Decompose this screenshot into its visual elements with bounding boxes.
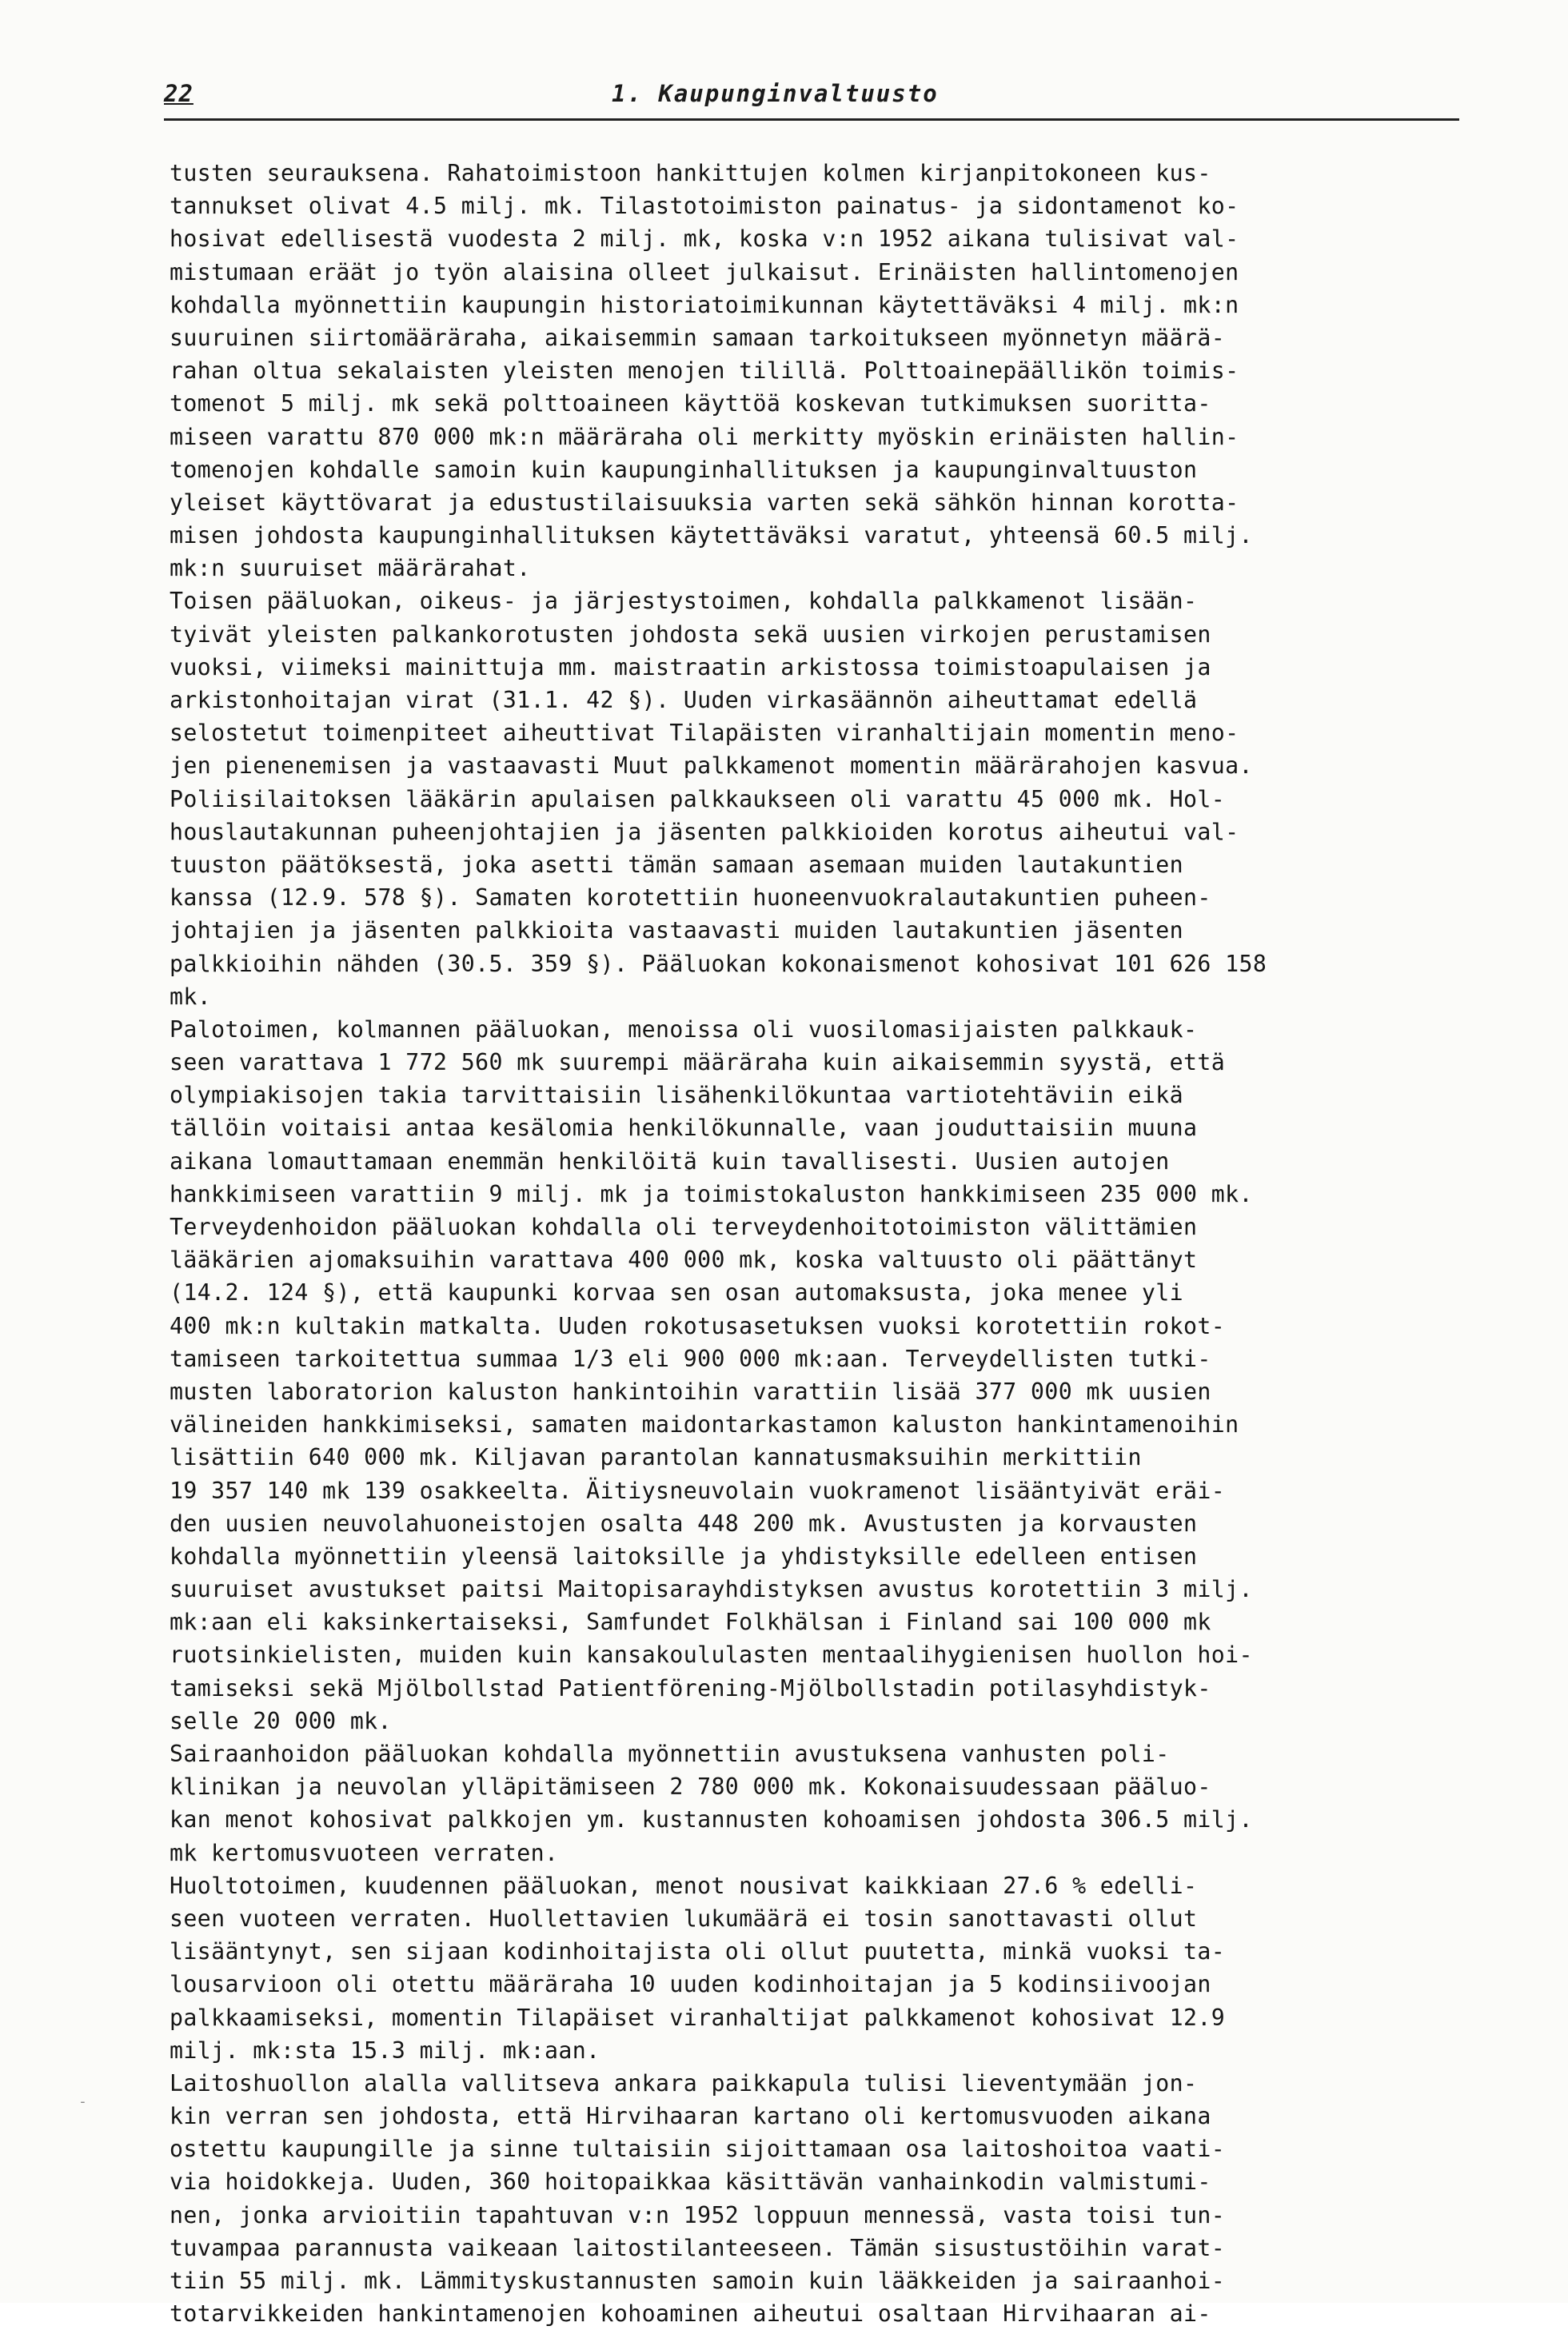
text-line: yleiset käyttövarat ja edustustilaisuuksia varten sekä sähkön hinnan korotta- (170, 489, 1239, 516)
text-line: Palotoimen, kolmannen pääluokan, menoissa oli vuosilomasijaisten palkkauk- (170, 1015, 1198, 1043)
text-line: miseen varattu 870 000 mk:n määräraha oli merkitty myöskin erinäisten hallin- (170, 423, 1239, 450)
text-line: jen pienenemisen ja vastaavasti Muut palkkamenot momentin määrärahojen kasvua. (170, 752, 1253, 780)
text-line: Toisen pääluokan, oikeus- ja järjestystoimen, kohdalla palkkamenot lisään- (170, 588, 1198, 615)
text-line: johtajien ja jäsenten palkkioita vastaavasti muiden lautakuntien jäsenten (170, 917, 1184, 944)
text-line: palkkioihin nähden (30.5. 359 §). Pääluokan kokonaismenot kohosivat 101 626 158 (170, 950, 1267, 977)
text-line: milj. mk:sta 15.3 milj. mk:aan. (170, 2037, 600, 2064)
text-line: lousarvioon oli otettu määräraha 10 uuden kodinhoitajan ja 5 kodinsiivoojan (170, 1971, 1211, 1998)
text-line: totarvikkeiden hankintamenojen kohoaminen aiheutui osaltaan Hirvihaaran ai- (170, 2300, 1211, 2328)
text-line: aikana lomauttamaan enemmän henkilöitä kuin tavallisesti. Uusien autojen (170, 1147, 1170, 1175)
section-title: 1. Kaupunginvaltuusto (612, 80, 939, 107)
text-line: 19 357 140 mk 139 osakkeelta. Äitiysneuvolain vuokramenot lisääntyivät eräi- (170, 1477, 1226, 1504)
text-line: suuruiset avustukset paitsi Maitopisarayhdistyksen avustus korotettiin 3 milj. (170, 1576, 1253, 1603)
text-line: tiin 55 milj. mk. Lämmityskustannusten samoin kuin lääkkeiden ja sairaanhoi- (170, 2268, 1226, 2294)
text-line: tannukset olivat 4.5 milj. mk. Tilastotoimiston painatus- ja sidontamenot ko- (170, 193, 1239, 220)
text-line: välineiden hankkimiseksi, samaten maidontarkastamon kaluston hankintamenoihin (170, 1411, 1239, 1438)
text-line: hankkimiseen varattiin 9 milj. mk ja toimistokaluston hankkimiseen 235 000 mk. (170, 1180, 1253, 1207)
text-line: houslautakunnan puheenjohtajien ja jäsenten palkkioiden korotus aiheutui val- (170, 818, 1239, 845)
text-line: lääkärien ajomaksuihin varattava 400 000 mk, koska valtuusto oli päättänyt (170, 1247, 1198, 1274)
text-line: kin verran sen johdosta, että Hirvihaaran kartano oli kertomusvuoden aikana (170, 2103, 1211, 2130)
text-line: tusten seurauksena. Rahatoimistoon hankittujen kolmen kirjanpitokoneen kus- (170, 160, 1211, 186)
text-line: ostettu kaupungille ja sinne tultaisiin sijoittamaan osa laitoshoitoa vaati- (170, 2136, 1226, 2163)
text-line: Sairaanhoidon pääluokan kohdalla myönnettiin avustuksena vanhusten poli- (170, 1741, 1170, 1767)
text-line: Terveydenhoidon pääluokan kohdalla oli terveydenhoitotoimiston välittämien (170, 1214, 1198, 1240)
text-line: mk. (170, 983, 212, 1010)
text-line: nen, jonka arvioitiin tapahtuvan v:n 1952 loppuun mennessä, vasta toisi tun- (170, 2201, 1226, 2228)
text-line: tomenojen kohdalle samoin kuin kaupunginhallituksen ja kaupunginvaltuuston (170, 456, 1198, 483)
text-line: selle 20 000 mk. (170, 1707, 392, 1734)
page-number: 22 (164, 80, 194, 107)
text-line: misen johdosta kaupunginhallituksen käytettäväksi varatut, yhteensä 60.5 milj. (170, 522, 1253, 549)
text-line: Poliisilaitoksen lääkärin apulaisen palkkaukseen oli varattu 45 000 mk. Hol- (170, 785, 1226, 812)
text-line: ruotsinkielisten, muiden kuin kansakoululasten mentaalihygienisen huollon hoi- (170, 1642, 1253, 1669)
running-header (164, 77, 1459, 121)
text-line: musten laboratorion kaluston hankintoihin varattiin lisää 377 000 mk uusien (170, 1378, 1211, 1405)
text-line: tamiseksi sekä Mjölbollstad Patientförening-Mjölbollstadin potilasyhdistyk- (170, 1674, 1211, 1702)
text-line: tyivät yleisten palkankorotusten johdosta sekä uusien virkojen perustamisen (170, 620, 1211, 648)
text-line: vuoksi, viimeksi mainittuja mm. maistraatin arkistossa toimistoapulaisen ja (170, 653, 1211, 680)
text-line: arkistonhoitajan virat (31.1. 42 §). Uuden virkasäännön aiheuttamat edellä (170, 687, 1198, 713)
text-line: kohdalla myönnettiin yleensä laitoksille ja yhdistyksille edelleen entisen (170, 1542, 1198, 1570)
text-line: (14.2. 124 §), että kaupunki korvaa sen osan automaksusta, joka menee yli (170, 1279, 1184, 1307)
text-line: olympiakisojen takia tarvittaisiin lisähenkilökuntaa vartiotehtäviin eikä (170, 1082, 1184, 1109)
text-line: tomenot 5 milj. mk sekä polttoaineen käyttöä koskevan tutkimuksen suoritta- (170, 390, 1211, 417)
text-line: tuvampaa parannusta vaikeaan laitostilanteeseen. Tämän sisustustöihin varat- (170, 2234, 1226, 2261)
text-line: kanssa (12.9. 578 §). Samaten korotettiin huoneenvuokralautakuntien puheen- (170, 884, 1211, 912)
text-line: rahan oltua sekalaisten yleisten menojen tilillä. Polttoainepäällikön toimis- (170, 357, 1239, 385)
text-line: mistumaan eräät jo työn alaisina olleet julkaisut. Erinäisten hallintomenojen (170, 258, 1239, 285)
text-line: lisättiin 640 000 mk. Kiljavan parantolan kannatusmaksuihin merkittiin (170, 1444, 1142, 1471)
text-line: 400 mk:n kultakin matkalta. Uuden rokotusasetuksen vuoksi korotettiin rokot- (170, 1312, 1226, 1339)
text-line: tuuston päätöksestä, joka asetti tämän samaan asemaan muiden lautakuntien (170, 851, 1184, 878)
text-line: mk kertomusvuoteen verraten. (170, 1839, 559, 1866)
text-line: palkkaamiseksi, momentin Tilapäiset viranhaltijat palkkamenot kohosivat 12.9 (170, 2004, 1226, 2031)
stray-mark: - (78, 2093, 87, 2110)
text-line: den uusien neuvolahuoneistojen osalta 448 200 mk. Avustusten ja korvausten (170, 1510, 1198, 1537)
text-line: kohdalla myönnettiin kaupungin historiatoimikunnan käytettäväksi 4 milj. mk:n (170, 291, 1239, 318)
text-line: Laitoshuollon alalla vallitseva ankara paikkapula tulisi lieventymään jon- (170, 2069, 1198, 2097)
text-line: kan menot kohosivat palkkojen ym. kustannusten kohoamisen johdosta 306.5 milj. (170, 1806, 1253, 1833)
text-line: tällöin voitaisi antaa kesälomia henkilökunnalle, vaan jouduttaisiin muuna (170, 1115, 1198, 1142)
text-line: seen vuoteen verraten. Huollettavien lukumäärä ei tosin sanottavasti ollut (170, 1905, 1198, 1932)
text-line: selostetut toimenpiteet aiheuttivat Tilapäisten viranhaltijain momentin meno- (170, 720, 1239, 747)
text-line: lisääntynyt, sen sijaan kodinhoitajista oli ollut puutetta, minkä vuoksi ta- (170, 1938, 1226, 1965)
text-line: mk:aan eli kaksinkertaiseksi, Samfundet Folkhälsan i Finland sai 100 000 mk (170, 1609, 1211, 1636)
text-line: hosivat edellisestä vuodesta 2 milj. mk, koska v:n 1952 aikana tulisivat val- (170, 225, 1239, 253)
text-line: tamiseen tarkoitettua summaa 1/3 eli 900 000 mk:aan. Terveydellisten tutki- (170, 1345, 1211, 1372)
text-line: Huoltotoimen, kuudennen pääluokan, menot nousivat kaikkiaan 27.6 % edelli- (170, 1872, 1198, 1899)
body-text (170, 157, 1481, 2330)
text-line: mk:n suuruiset määrärahat. (170, 555, 531, 582)
text-line: via hoidokkeja. Uuden, 360 hoitopaikkaa käsittävän vanhainkodin valmistumi- (170, 2168, 1211, 2196)
text-line: suuruinen siirtomääräraha, aikaisemmin samaan tarkoitukseen myönnetyn määrä- (170, 324, 1226, 351)
text-line: seen varattava 1 772 560 mk suurempi määräraha kuin aikaisemmin syystä, että (170, 1049, 1226, 1076)
text-line: klinikan ja neuvolan ylläpitämiseen 2 780 000 mk. Kokonaisuudessaan pääluo- (170, 1773, 1211, 1801)
